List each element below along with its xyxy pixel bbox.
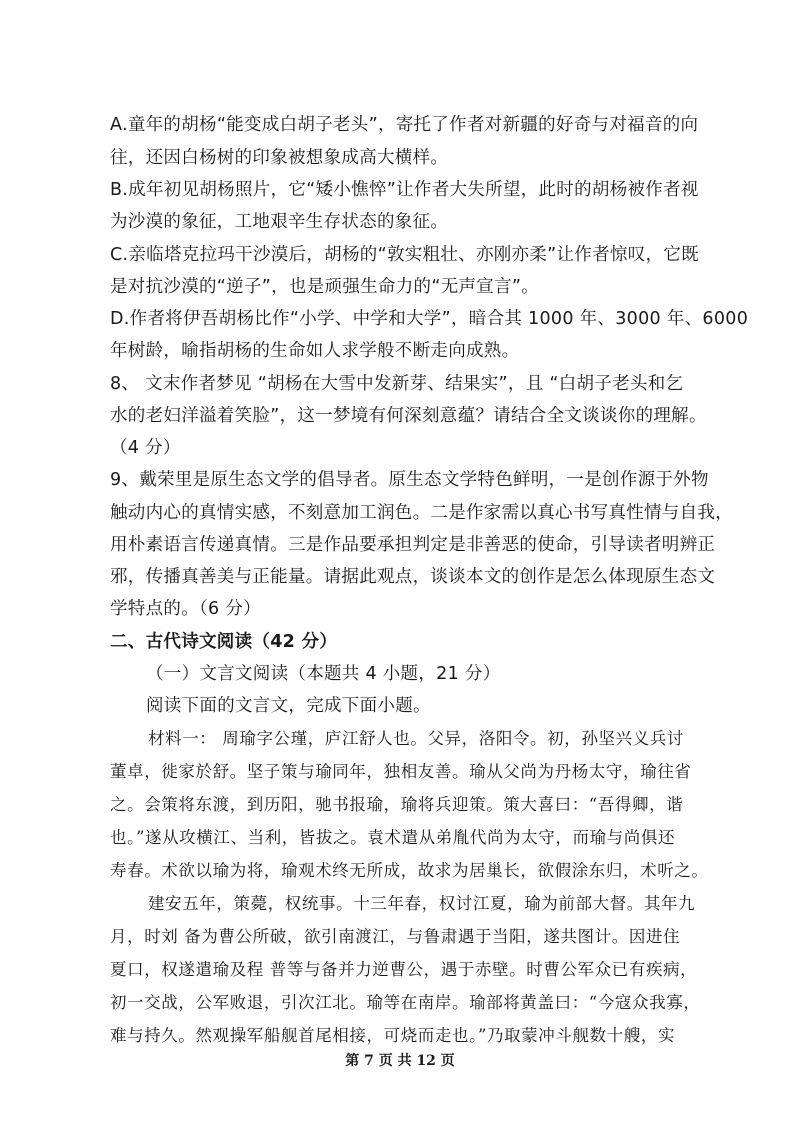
classical-text-line-8: 夏口，权遂遣瑜及程 普等与备并力逆曹公，遇于赤壁。时曹公军众已有疾病， (110, 960, 698, 979)
classical-text-line-6: 建安五年，策薨，权统事。十三年春，权讨江夏，瑜为前部大督。其年九 (148, 894, 696, 913)
option-b-line-1: B.成年初见胡杨照片，它“矮小憔悴”让作者大失所望，此时的胡杨被作者视 (110, 180, 699, 200)
option-b-line-2: 为沙漠的象征，工地艰辛生存状态的象征。 (110, 212, 449, 232)
classical-text-line-4: 也。”遂从攻横江、当利，皆拔之。袁术遣从弟胤代尚为太守，而瑜与尚俱还 (110, 828, 676, 847)
question-9-line-3: 用朴素语言传递真情。三是作品要承担判定是非善恶的使命，引导读者明辨正 (110, 535, 716, 555)
page-footer: 第 7 页 共 12 页 (345, 1053, 455, 1069)
classical-text-line-5: 寿春。术欲以瑜为将，瑜观术终无所成，故求为居巢长，欲假涂东归，术听之。 (110, 861, 709, 880)
classical-text-line-3: 之。会策将东渡，到历阳，驰书报瑜，瑜将兵迎策。策大喜曰：“吾得卿，谐 (110, 795, 684, 814)
question-9-line-1: 9、戴荣里是原生态文学的倡导者。原生态文学特色鲜明，一是创作源于外物 (110, 470, 709, 490)
section-heading: 二、古代诗文阅读（42 分） (110, 632, 338, 652)
subsection-heading: （一）文言文阅读（本题共 4 小题，21 分） (146, 664, 501, 684)
option-d-line-1: D.作者将伊吾胡杨比作“小学、中学和大学”，暗合其 1000 年、3000 年、6000 (110, 309, 749, 329)
question-8-line-1: 8、 文末作者梦见 “胡杨在大雪中发新芽、结果实”，且 “白胡子老头和乞 (110, 374, 684, 394)
option-a-line-1: A.童年的胡杨“能变成白胡子老头”，寄托了作者对新疆的好奇与对福音的向 (110, 115, 699, 135)
question-9-line-4: 邪，传播真善美与正能量。请据此观点，谈谈本文的创作是怎么体现原生态文 (110, 567, 716, 587)
classical-text-line-7: 月，时刘 备为曹公所破，欲引南渡江，与鲁肃遇于当阳，遂共图计。因进住 (110, 927, 681, 946)
question-9-line-5: 学特点的。（6 分） (110, 599, 261, 619)
classical-text-line-9: 初一交战，公军败退，引次江北。瑜等在南岸。瑜部将黄盖曰：“今寇众我寡， (110, 993, 701, 1012)
option-c-line-2: 是对抗沙漠的“逆子”，也是顽强生命力的“无声宣言”。 (110, 277, 540, 297)
option-c-line-1: C.亲临塔克拉玛干沙漠后，胡杨的“敦实粗壮、亦刚亦柔”让作者惊叹，它既 (110, 245, 699, 265)
classical-text-line-1: 材料一： 周瑜字公瑾，庐江舒人也。父异，洛阳令。初，孙坚兴义兵讨 (148, 729, 684, 748)
option-a-line-2: 往，还因白杨树的印象被想象成高大横样。 (110, 148, 449, 168)
classical-text-line-10: 难与持久。然观操军船舰首尾相接，可烧而走也。”乃取蒙冲斗舰数十艘，实 (110, 1026, 676, 1045)
question-9-line-2: 触动内心的真情实感，不刻意加工润色。二是作家需以真心书写真性情与自我， (110, 503, 733, 523)
option-d-line-2: 年树龄，喻指胡杨的生命如人求学般不断走向成熟。 (110, 341, 520, 361)
reading-instruction: 阅读下面的文言文，完成下面小题。 (146, 696, 431, 716)
question-8-line-2: 水的老妇洋溢着笑脸”，这一梦境有何深刻意蕴？请结合全文谈谈你的理解。 (110, 406, 707, 426)
question-8-score: （4 分） (110, 438, 181, 458)
classical-text-line-2: 董卓，徙家於舒。坚子策与瑜同年，独相友善。瑜从父尚为丹杨太守，瑜往省 (110, 762, 692, 781)
